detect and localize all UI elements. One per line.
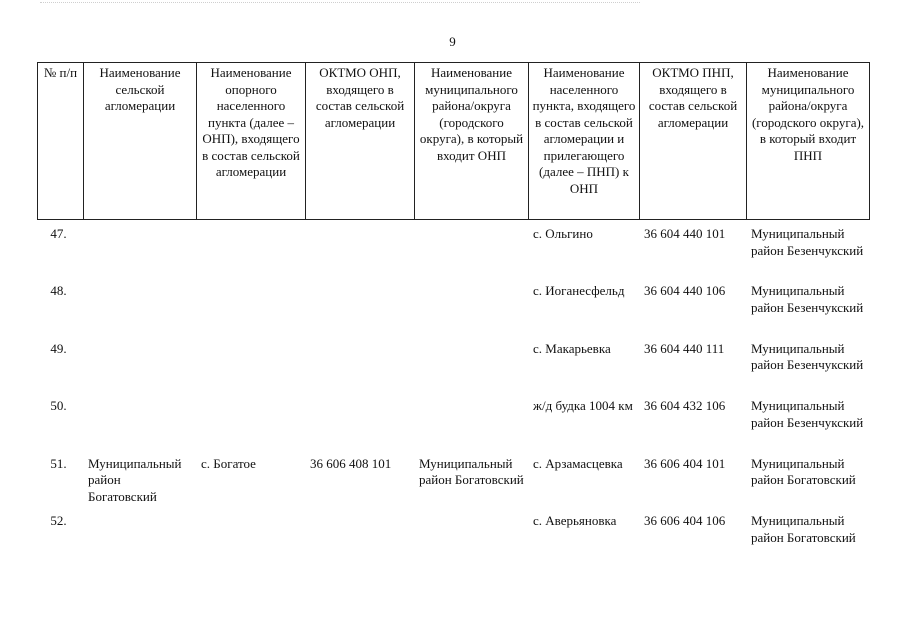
agglomeration-cell	[84, 220, 197, 278]
scan-artifact	[40, 2, 640, 6]
row-number-cell: 51.	[50, 455, 67, 471]
table-row	[38, 450, 870, 508]
header-pnp-name: Наименование населенного пункта, входящего в состав сельской агломерации и прилегающего (далее – ПНП) к ОНП	[529, 63, 640, 220]
pnp-district-cell: Муниципальный район Богатовский	[751, 455, 856, 487]
pnp-district-cell: Муниципальный район Богатовский	[751, 513, 856, 545]
table-row	[38, 392, 870, 450]
onp-district-cell: Муниципальный район Богатовский	[419, 455, 524, 487]
pnp-name-cell: с. Арзамасцевка	[533, 455, 623, 471]
onp-name-cell	[197, 392, 306, 450]
onp-name-cell	[197, 277, 306, 335]
pnp-district-cell: Муниципальный район Безенчукский	[751, 398, 864, 430]
pnp-district-cell: Муниципальный район Безенчукский	[751, 340, 864, 372]
pnp-oktmo-cell: 36 604 440 101	[644, 226, 726, 241]
table-row	[38, 220, 870, 278]
pnp-name-cell: с. Ольгино	[533, 226, 593, 241]
onp-oktmo-cell	[306, 220, 415, 278]
onp-district-cell	[415, 507, 529, 565]
pnp-oktmo-cell: 36 604 440 106	[644, 283, 726, 298]
onp-district-cell	[415, 220, 529, 278]
agglomeration-cell: Муниципальный район Богатовский	[88, 455, 182, 504]
row-number-cell: 48.	[50, 283, 67, 298]
header-pnp-oktmo: ОКТМО ПНП, входящего в состав сельской агломерации	[640, 63, 747, 220]
onp-name-cell	[197, 220, 306, 278]
page-number: 9	[449, 34, 456, 49]
table-header	[38, 63, 870, 220]
pnp-name-cell: с. Иоганесфельд	[533, 283, 625, 298]
onp-name-cell: с. Богатое	[201, 455, 256, 471]
pnp-oktmo-cell: 36 606 404 101	[644, 455, 726, 471]
pnp-name-cell: ж/д будка 1004 км	[533, 398, 633, 413]
table-body	[38, 220, 870, 565]
row-number-cell: 52.	[50, 513, 67, 528]
onp-name-cell	[197, 335, 306, 393]
onp-oktmo-cell	[306, 335, 415, 393]
header-row-number: № п/п	[38, 63, 84, 220]
pnp-name-cell: с. Аверьяновка	[533, 513, 617, 528]
pnp-oktmo-cell: 36 604 440 111	[644, 340, 725, 356]
table-row	[38, 277, 870, 335]
pnp-district-cell: Муниципальный район Безенчукский	[751, 283, 864, 315]
table-row	[38, 507, 870, 565]
header-pnp-district: Наименование муниципального района/округа (городского округа), в который входит ПНП	[747, 63, 870, 220]
agglomeration-cell	[84, 277, 197, 335]
agglomeration-table	[37, 62, 870, 565]
header-agglomeration-name: Наименование сельской агломерации	[84, 63, 197, 220]
pnp-name-cell: с. Макарьевка	[533, 340, 611, 356]
pnp-oktmo-cell: 36 606 404 106	[644, 513, 726, 528]
onp-district-cell	[415, 277, 529, 335]
table-row	[38, 335, 870, 393]
header-onp-name: Наименование опорного населенного пункта (далее – ОНП), входящего в состав сельской агломерации	[197, 63, 306, 220]
agglomeration-cell	[84, 507, 197, 565]
onp-district-cell	[415, 392, 529, 450]
onp-oktmo-cell	[306, 392, 415, 450]
header-onp-oktmo: ОКТМО ОНП, входящего в состав сельской агломерации	[306, 63, 415, 220]
row-number-cell: 47.	[50, 226, 67, 241]
onp-oktmo-cell	[306, 507, 415, 565]
pnp-oktmo-cell: 36 604 432 106	[644, 398, 726, 413]
row-number-cell: 50.	[50, 398, 67, 413]
onp-name-cell	[197, 507, 306, 565]
agglomeration-cell	[84, 335, 197, 393]
onp-district-cell	[415, 335, 529, 393]
row-number-cell: 49.	[50, 340, 67, 356]
header-onp-district: Наименование муниципального района/округа (городского округа), в который входит ОНП	[415, 63, 529, 220]
agglomeration-cell	[84, 392, 197, 450]
pnp-district-cell: Муниципальный район Безенчукский	[751, 226, 864, 258]
onp-oktmo-cell	[306, 277, 415, 335]
onp-oktmo-cell: 36 606 408 101	[310, 455, 392, 471]
